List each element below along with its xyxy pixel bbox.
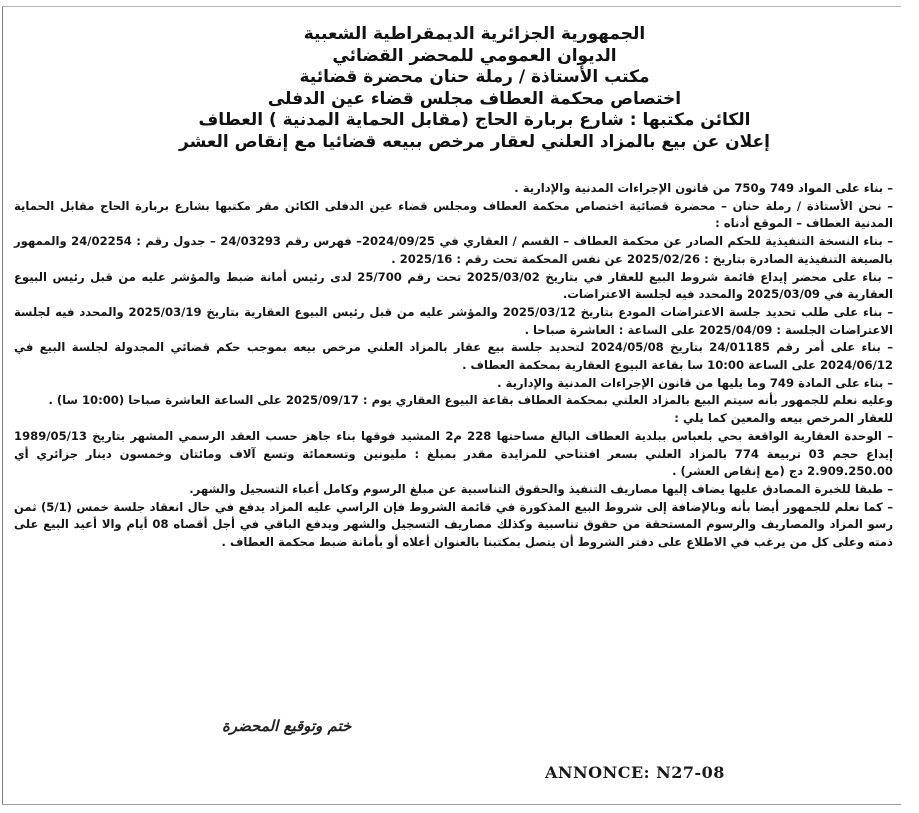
paragraph-bailiff-identity: – نحن الأستاذة / رملة حنان – محضرة قضائية اختصاص محكمة العطاف ومجلس قضاء عين الدفلى الكائن مقر مكتبها بشارع بربارة الحاج مقابل الحماية المدنية العطاف – الموقع أدناه : [14, 198, 893, 231]
paragraph-article-749: – بناء على المادة 749 وما يليها من قانون الإجراءات المدنية والإدارية . [497, 375, 893, 390]
paragraph-property-description: – الوحدة العقارية الواقعة بحي بلعباس ببلدية العطاف البالغ مساحتها 228 م2 المشيد فوقها بناء جاهز حسب العقد الرسمي المشهر بتاريخ 1989/05/13 إيداع حجم 03 تربيعة 774 بالمزاد العلني بسعر افتتاحي للمزايدة مقدر بمبلغ : مليونين وتسعمائة وتسع آلاف ومائتان وخمسون دينار جزائري أي 2.909.250.00 دج (مع إنقاص العشر) . [14, 428, 893, 479]
header-line-notice-title: إعلان عن بيع بالمزاد العلني لعقار مرخص ببيعه قضائيا مع إنقاص العشر [179, 131, 770, 152]
header-line-jurisdiction: اختصاص محكمة العطاف مجلس قضاء عين الدفلى [267, 88, 682, 109]
paragraph-property-intro: للعقار المرخص بيعه والمعين كما يلي : [674, 411, 893, 426]
signature-stamp-label: ختم وتوقيع المحضرة [222, 717, 352, 735]
paragraph-payment-terms: – كما نعلم للجمهور أيضا بأنه وبالإضافة إلى شروط البيع المذكورة في قائمة الشروط فإن الراسي عليه المزاد يدفع في حال انعقاد جلسة خمس (5/1) ثمن رسو المزاد والمصاريف والرسوم المستحقة من حقوق تناسبية وكذلك مصاريف التسجيل والشهر ويدفع الباقي في أجل أقصاه 08 أيام والا أعيد البيع على ذمته وعلى كل من يرغب في الاطلاع على دفتر الشروط أن يتصل بمكتبنا بالعنوان أعلاه أو بأمانة ضبط محكمة العطاف . [14, 499, 894, 550]
paragraph-judgment: – بناء النسخة التنفيذية للحكم الصادر عن محكمة العطاف – القسم / العقاري في 2024/09/25– فهرس رقم 24/03293 – جدول رقم : 24/02254 والممهور بالصيغة التنفيذية الصادرة بتاريخ : 2025/02/26 عن نفس المحكمة تحت رقم : 2025/16 . [14, 234, 893, 266]
header-line-office: الديوان العمومي للمحضر القضائي [332, 45, 617, 66]
announcement-number: ANNONCE: N27-08 [545, 763, 725, 782]
header-line-republic: الجمهورية الجزائرية الديمقراطية الشعبية [303, 24, 646, 44]
paragraph-sale-order: – بناء على أمر رقم 24/01185 بتاريخ 2024/05/08 لتحديد جلسة بيع عقار بالمزاد العلني مرخص بيعه بموجب حكم قضائي المجدولة لجلسة البيع في 2024/06/12 على الساعة 10:00 سا بقاعة البيوع العقارية بمحكمة العطاف . [14, 340, 894, 373]
frame-bottom-border [2, 804, 901, 805]
paragraph-objections-session: – بناء على طلب تحديد جلسة الاعتراضات المودع بتاريخ 2025/03/12 والمؤشر عليه من قبل رئيس البيوع العقارية بتاريخ 2025/03/19 والمحدد فيه لجلسة الاعتراضات الجلسة : 2025/04/09 على الساعة : العاشرة صباحا . [14, 304, 894, 337]
header-line-address: الكائن مكتبها : شارع بربارة الحاج (مقابل الحماية المدنية ) العطاف [198, 110, 751, 130]
paragraph-expertise-fees: – طبقا للخبرة المصادق عليها يضاف إليها مصاريف التنفيذ والحقوق التناسبية عن مبلغ الرسوم وكامل أعباء التسجيل والشهر. [189, 481, 893, 496]
paragraph-conditions-filing: – بناء على محضر إيداع قائمة شروط البيع للعقار في بتاريخ 2025/03/02 تحت رقم 25/700 لدى رئيس أمانة ضبط والمؤشر عليه من قبل رئيس البيوع العقارية في 2025/03/09 والمحدد فيه لجلسة الاعتراضات. [14, 269, 893, 302]
paragraph-sale-date: وعليه نعلم للجمهور بأنه سيتم البيع بالمزاد العلني بمحكمة العطاف بقاعة البيوع العقاري يوم : 2025/09/17 على الساعة العاشرة صباحا (10:00 سا) . [48, 393, 893, 408]
frame-left-border [2, 6, 3, 805]
frame-top-border [2, 6, 901, 7]
notice-body [14, 180, 893, 552]
notice-header [70, 24, 879, 153]
header-line-bailiff: مكتب الأستاذة / رملة حنان محضرة قضائية [299, 67, 650, 87]
paragraph-legal-basis: – بناء على المواد 749 و750 من قانون الإجراءات المدنية والإدارية . [514, 181, 893, 195]
